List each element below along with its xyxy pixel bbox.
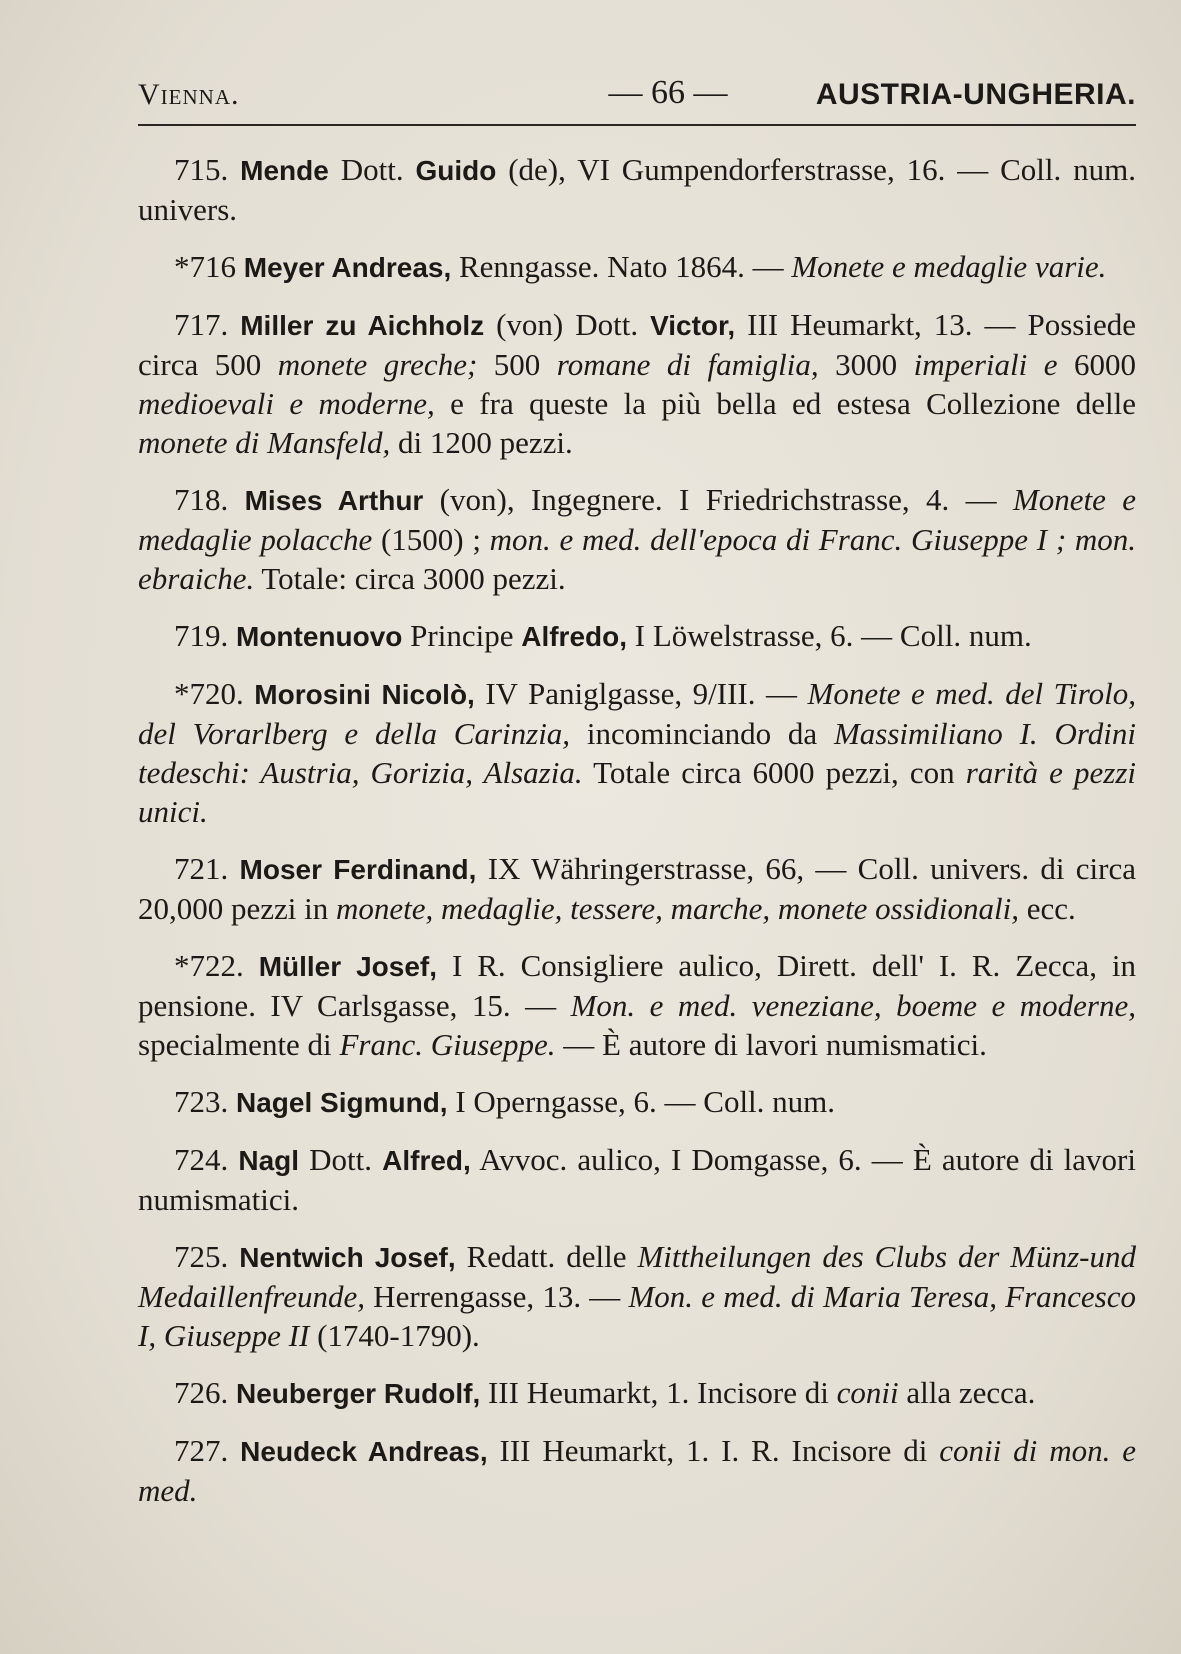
entry-text: Dott. <box>299 1142 383 1177</box>
entry-text: Dott. <box>328 152 416 187</box>
entry-italic: Franc. Giuseppe. <box>339 1027 556 1062</box>
entry-italic: Mon. e med. veneziane, boeme e moderne, <box>570 988 1136 1023</box>
entry-text: (1500) ; <box>372 522 490 557</box>
entry-number: 721. <box>174 851 229 886</box>
entry-italic: Monete e med. del Tirolo, del Vorarlberg e della Carinzia, <box>138 676 1137 751</box>
entry-name: Moser Ferdinand, <box>239 854 477 885</box>
entry-italic: monete greche; <box>277 347 478 382</box>
entry-firstname: Alfredo, <box>521 621 628 652</box>
entry-italic: romane di famiglia, <box>556 347 819 382</box>
entry-italic: medioevali e moderne, <box>138 386 435 421</box>
entry-name: Neuberger Rudolf, <box>236 1378 481 1409</box>
entry-italic: imperiali e <box>913 347 1058 382</box>
entry-italic: Mittheilungen des Clubs der Münz-und Medaillenfreunde, <box>138 1239 1136 1314</box>
entry-text: Renngasse. Nato 1864. — <box>451 249 792 284</box>
entry-text: III Heumarkt, 1. Incisore di <box>480 1375 837 1410</box>
entry-italic: Mon. e med. di Maria Teresa, Francesco I, Giuseppe II <box>138 1279 1136 1353</box>
entry-number: 725. <box>174 1239 229 1274</box>
entry-italic: conii di mon. e med. <box>138 1433 1137 1508</box>
entry-italic: Monete e medaglie polacche <box>138 482 1137 557</box>
entry-724 <box>138 1140 1136 1219</box>
entry-715 <box>138 150 1136 229</box>
entry-italic: monete di Mansfeld, <box>138 425 391 460</box>
entry-text: (de), VI Gumpendorferstrasse, 16. — Coll. num. univers. <box>138 152 1136 227</box>
entry-text: di 1200 pezzi. <box>390 425 573 460</box>
entry-name: Nagel Sigmund, <box>236 1087 448 1118</box>
entry-number: *720. <box>174 676 244 711</box>
entry-text: Redatt. delle <box>455 1239 638 1274</box>
entry-number: 718. <box>174 482 229 517</box>
entry-text: I Löwelstrasse, 6. — Coll. num. <box>627 618 1032 653</box>
entry-text: — È autore di lavori numismatici. <box>555 1027 987 1062</box>
entry-text: Avvoc. aulico, I Domgasse, 6. — È autore di lavori numismatici. <box>138 1142 1136 1217</box>
running-header <box>138 70 1136 120</box>
page-number: — 66 — <box>608 74 728 111</box>
entry-number: 715. <box>174 152 229 187</box>
entry-text: 500 <box>477 347 557 382</box>
entry-text: I Operngasse, 6. — Coll. num. <box>447 1084 836 1119</box>
entry-number: 723. <box>174 1084 229 1119</box>
entry-text: (1740-1790). <box>309 1318 480 1353</box>
entry-text: Principe <box>402 618 522 653</box>
header-country: AUSTRIA-UNGHERIA. <box>815 78 1136 111</box>
entry-text: IV Paniglgasse, 9/III. — <box>474 676 808 711</box>
entry-722 <box>138 946 1136 1064</box>
entry-text: 3000 <box>818 347 914 382</box>
entry-number: 717. <box>174 307 229 342</box>
entry-name: Montenuovo <box>236 621 403 652</box>
entry-italic: Monete e medaglie varie. <box>791 249 1107 284</box>
entry-text: (von) Dott. <box>484 307 651 342</box>
entry-name: Miller zu Aichholz <box>240 310 485 341</box>
entry-italic: conii <box>836 1375 899 1410</box>
entry-727 <box>138 1431 1136 1510</box>
entry-text: incominciando da <box>570 716 834 751</box>
entry-firstname: Victor, <box>650 310 736 341</box>
entry-725 <box>138 1237 1136 1355</box>
entry-718 <box>138 480 1136 598</box>
entry-text: Totale: circa 3000 pezzi. <box>254 561 566 596</box>
entry-name: Neudeck Andreas, <box>240 1436 488 1467</box>
entry-721 <box>138 849 1136 928</box>
header-city: Vienna. <box>138 78 240 111</box>
entry-text: 6000 <box>1057 347 1137 382</box>
entries-list <box>138 150 1136 1528</box>
entry-text: specialmente di <box>138 1027 340 1062</box>
entry-text: e fra queste la più bella ed estesa Collezione delle <box>434 386 1137 421</box>
entry-firstname: Guido <box>415 155 497 186</box>
entry-name: Nagl <box>238 1145 300 1176</box>
entry-text: (von), Ingegnere. I Friedrichstrasse, 4. — <box>423 482 1013 517</box>
entry-italic: monete, medaglie, tessere, marche, monete ossidionali, <box>336 891 1020 926</box>
entry-717 <box>138 305 1136 462</box>
entry-text: IX Währingerstrasse, 66, — Coll. univers. di circa 20,000 pezzi in <box>138 851 1136 926</box>
entry-716 <box>138 247 1136 287</box>
entry-number: 719. <box>174 618 229 653</box>
entry-text: I R. Consigliere aulico, Dirett. dell' I. R. Zecca, in pensione. IV Carlsgasse, 15. — <box>138 948 1136 1023</box>
entry-italic: mon. e med. dell'epoca di Franc. Giuseppe I ; mon. ebraiche. <box>138 522 1136 596</box>
entry-text: III Heumarkt, 13. — Possiede circa 500 <box>138 307 1136 382</box>
entry-name: Meyer Andreas, <box>243 252 452 283</box>
entry-text: alla zecca. <box>898 1375 1036 1410</box>
entry-720 <box>138 674 1136 831</box>
entry-number: 726. <box>174 1375 229 1410</box>
entry-name: Nentwich Josef, <box>239 1242 456 1273</box>
entry-name: Müller Josef, <box>258 951 438 982</box>
entry-italic: rarità e pezzi unici. <box>138 755 1136 829</box>
entry-number: 724. <box>174 1142 229 1177</box>
entry-name: Morosini Nicolò, <box>254 679 475 710</box>
entry-italic: Massimiliano I. Ordini tedeschi: Austria, Gorizia, Alsazia. <box>138 716 1136 790</box>
entry-text: Herrengasse, 13. — <box>364 1279 629 1314</box>
entry-number: *722. <box>174 948 244 983</box>
entry-719 <box>138 616 1136 656</box>
entry-723 <box>138 1082 1136 1122</box>
entry-726 <box>138 1373 1136 1413</box>
entry-text: Totale circa 6000 pezzi, con <box>582 755 966 790</box>
entry-name: Mende <box>240 155 329 186</box>
entry-firstname: Alfred, <box>382 1145 471 1176</box>
entry-number: *716 <box>174 249 236 284</box>
entry-number: 727. <box>174 1433 229 1468</box>
entry-text: ecc. <box>1019 891 1076 926</box>
entry-name: Mises Arthur <box>244 485 424 516</box>
entry-text: III Heumarkt, 1. I. R. Incisore di <box>487 1433 940 1468</box>
header-rule <box>138 124 1136 126</box>
